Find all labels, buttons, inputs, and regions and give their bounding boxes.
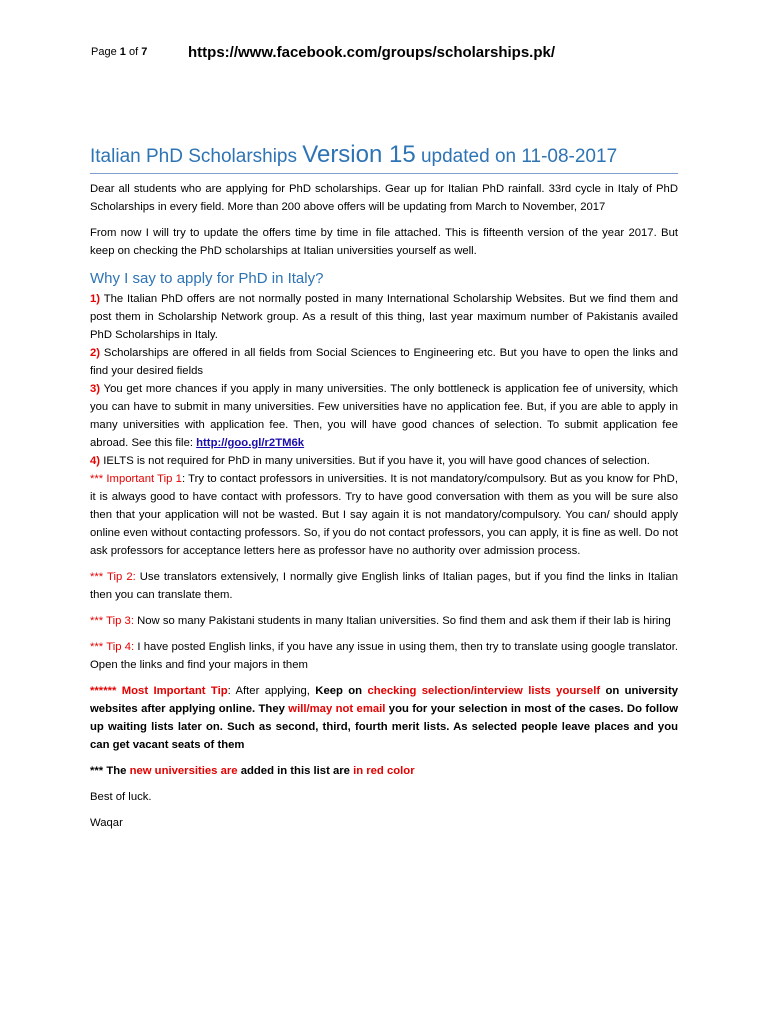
document-body (90, 140, 678, 840)
reason-1: 1) The Italian PhD offers are not normally posted in many International Scholarship Websites. But we find them and post them in Scholarship Network group. As a result of this thing, last year maximum number of Pakistanis availed PhD Scholarships in Italy. (90, 293, 679, 341)
tip-4: *** Tip 4: I have posted English links, if you have any issue in using them, then try to translate using google translator. Open the links and find your majors in them (90, 641, 678, 671)
intro-paragraph-1: Dear all students who are applying for PhD scholarships. Gear up for Italian PhD rainfall. 33rd cycle in Italy of PhD Scholarships in every field. More than 200 above offers will be updating from March to November, 2017 (90, 183, 678, 213)
why-heading: Why I say to apply for PhD in Italy? (90, 270, 324, 287)
closing-line: Best of luck. (90, 791, 152, 803)
fee-file-link[interactable]: http://goo.gl/r2TM6k (196, 437, 305, 449)
reason-3: 3) You get more chances if you apply in many universities. The only bottleneck is application fee of university, which you can have to submit in many universities. Few universities have no application fee. But, if you are able to apply in many universities with application fee. Then, you will have good chances of selection. To submit application fee abroad. See this file: http://goo.gl/r2TM6k (90, 383, 678, 449)
signature: Waqar (90, 817, 123, 829)
reason-4: 4) IELTS is not required for PhD in many universities. But if you have it, you will have good chances of selection. (90, 455, 650, 467)
page-counter: Page 1 of 7 (91, 46, 148, 58)
reason-2: 2) Scholarships are offered in all fields from Social Sciences to Engineering etc. But you have to open the links and find your desired fields (90, 347, 678, 377)
intro-paragraph-2: From now I will try to update the offers time by time in file attached. This is fifteenth version of the year 2017. But keep on checking the PhD scholarships at Italian universities yourself as well. (90, 227, 678, 257)
tip-3: *** Tip 3: Now so many Pakistani students in many Italian universities. So find them and ask them if their lab is hiring (90, 615, 671, 627)
most-important-tip: ****** Most Important Tip: After applying, Keep on checking selection/interview lists yourself on university websites after applying online. They will/may not email you for your selection in most of the cases. Do follow up waiting lists later on. Such as second, third, fourth merit lists. As selected people leave places and you can get vacant seats of them (90, 685, 678, 751)
header-url[interactable]: https://www.facebook.com/groups/scholarships.pk/ (188, 44, 556, 61)
new-universities-note: *** The new universities are added in this list are in red color (90, 765, 415, 777)
page-title: Italian PhD Scholarships Version 15 updated on 11-08-2017 (90, 140, 678, 174)
tip-important-1: *** Important Tip 1: Try to contact professors in universities. It is not mandatory/compulsory. But as you know for PhD, it is always good to have contact with professors. Try to have good conversation with them as you will be sure also then that your application will not be wasted. But I say again it is not mandatory/compulsory. You can/ should apply online even without contacting professors. So, if you do not contact professors, you can apply, it is fine as well. Do not ask professors for acceptance letters here as professor have no authority over admission process. (90, 473, 678, 557)
tip-2: *** Tip 2: Use translators extensively, I normally give English links of Italian pages, but if you find the links in Italian then you can translate them. (90, 571, 678, 601)
